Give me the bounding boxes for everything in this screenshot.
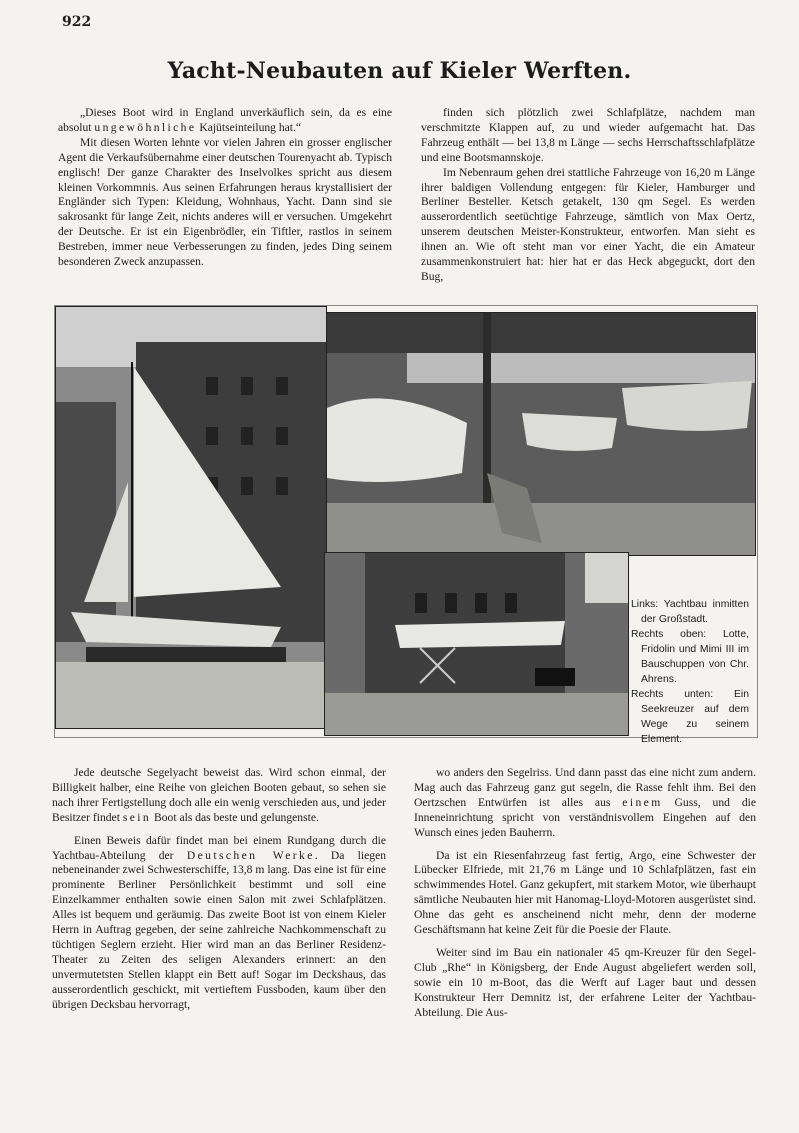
text-column-3 xyxy=(52,766,386,1013)
text-run: Boot als das beste und gelungenste. xyxy=(151,810,319,824)
spaced-emphasis: Deutschen Werke xyxy=(186,848,315,862)
photo-boats-in-shed xyxy=(326,312,756,556)
text-run: Kajütseinteilung hat.“ xyxy=(196,120,302,134)
paragraph xyxy=(52,766,386,826)
text-run: „Dieses Boot wird in England unverkäuflich sein, da es eine absolut xyxy=(58,106,392,134)
page-title: Yacht-Neubauten auf Kieler Werften. xyxy=(167,58,632,84)
text-run: wo anders den Segelriss. Und dann passt das eine nicht zum andern. Mag auch das Fahrzeug ganz gut segeln, die Rasse fehlt ihm. Bei den Oertzschen Entwürfen ist alles aus xyxy=(414,766,756,809)
text-column-2 xyxy=(421,106,755,285)
paragraph xyxy=(58,136,392,270)
text-column-1 xyxy=(58,106,392,270)
caption-bottom-right: Rechts unten: Ein Seekreuzer auf dem Wege zu seinem Element. xyxy=(631,689,749,745)
text-run: . Da liegen nebeneinander zwei Schwesterschiffe, 13,8 m lang. Das eine ist für eine prominente Berliner Persönlichkeit bestimmt und soll eine Einzelkammer enthalten sowie einen Salon mit zwei Schlafplätzen. Alles ist bequem und geräumig. Das zweite Boot ist von einem Kieler Herrn in Auftrag gegeben, der seine zahlreiche Nachkommenschaft zu tüchtigen Seglern erzieht. Hier wird man an das Berliner Residenz-Theater zu Zeiten des seligen Alexanders erinnert: an den unvermutetsten Stellen klappt ein Bett auf! Sogar im Deckshaus, das ausserordentlich geschickt, mit vertieftem Fussboden, kaum über den übrigen Decksbau hervorragt, xyxy=(52,848,387,1011)
text-column-4 xyxy=(414,766,756,1021)
photo-cruiser-on-wagon xyxy=(324,552,629,736)
spaced-emphasis: sein xyxy=(122,810,152,824)
text-run: finden sich plötzlich zwei Schlafplätze, nachdem man verschmitzte Klappen auf, zu und wieder aufgemacht hat. Das Fahrzeug enthält — bei 13,8 m Länge — sechs Herrschaftsschlafplätze und eine Bootsmannskoje. xyxy=(421,106,755,164)
paragraph xyxy=(414,946,756,1021)
photo-caption xyxy=(631,597,749,747)
paragraph xyxy=(414,766,756,841)
paragraph xyxy=(52,834,386,1013)
spaced-emphasis: ungewöhnliche xyxy=(94,120,197,134)
paragraph xyxy=(58,106,392,136)
spaced-emphasis: einem xyxy=(622,795,663,809)
text-run: Einen Beweis dafür findet man bei einem Rundgang durch die Yachtbau-Abteilung der xyxy=(52,833,386,862)
text-run: Weiter sind im Bau ein nationaler 45 qm-Kreuzer für den Segel-Club „Rhe“ in Königsberg, der Ende August abgeliefert werden soll, sowie ein 10 m-Boot, das die Werft auf Lager baut und dessen Konstrukteur Herr Demnitz ist, der erfahrene Leiter der Yachtbau-Abteilung. Die Aus- xyxy=(414,945,756,1019)
paragraph xyxy=(414,849,756,938)
text-run: Im Nebenraum gehen drei stattliche Fahrzeuge von 16,20 m Länge ihrer baldigen Vollendung entgegen: für Kieler, Hamburger und Berliner Besteller. Ketsch getakelt, 130 qm Segel. Es werden ausserordentlich seetüchtige Fahrzeuge, sämtlich von Max Oertz, unserem deutschen Meister-Konstrukteur, entworfen. Man sieht es ihnen an. Wie oft steht man vor einer Yacht, die ein Amateur zusammenkonstruiert hat: hier hat er das Heck abgeguckt, dort den Bug, xyxy=(421,165,755,283)
paragraph xyxy=(421,106,755,166)
text-run: Da ist ein Riesenfahrzeug fast fertig, Argo, eine Schwester der Lübecker Elfriede, mit 21,76 m Länge und 10 Schlafplätzen, fast ein schwimmendes Hotel. Ganz gekupfert, mit starkem Motor, wie überhaupt sämtliche Neubauten hier mit Hanomag-Lloyd-Motoren ausgerüstet sind. Ohne das geht es anscheinend nicht mehr, denn der moderne Geschäftsmann hat keine Zeit für die Poesie der Flaute. xyxy=(414,848,756,937)
text-run: Guss, und die Inneneinrichtung spricht von verständnisvollem Eingehen auf den Wunsch eines jeden Bauherrn. xyxy=(414,795,757,839)
caption-left: Links: Yachtbau inmitten der Großstadt. xyxy=(631,599,749,625)
text-run: Jede deutsche Segelyacht beweist das. Wird schon einmal, der Billigkeit halber, eine Reihe von gleichen Booten gebaut, so sehen sie nach ihrer Fertigstellung doch alle ein wenig verschieden aus, und jeder Besitzer findet xyxy=(52,766,386,824)
photo-yacht-in-city xyxy=(55,306,327,729)
page-number: 922 xyxy=(62,14,92,30)
text-run: Mit diesen Worten lehnte vor vielen Jahren ein grosser englischer Agent die Verkaufsübernahme einer deutschen Tourenyacht ab. Typisch englisch! Der ganze Charakter des Inselvolkes spricht aus diesem kleinen Vorkommnis. Aus seinen Erfahrungen heraus krystallisiert der Engländer sich Typen: Kleidung, Wohnhaus, Yacht. Dann sind sie sakrosankt für lange Zeit, nichts anderes will er versuchen. Umgekehrt der Deutsche. Er ist ein Eigenbrödler, ein Tiftler, rastlos in seinem Bestreben, immer neue Verbesserungen zu finden, jedes Ding seinem besonderen Zweck anzupassen. xyxy=(58,135,392,269)
caption-top-right: Rechts oben: Lotte, Fridolin und Mimi III im Bauschuppen von Chr. Ahrens. xyxy=(631,629,749,685)
paragraph xyxy=(421,166,755,285)
